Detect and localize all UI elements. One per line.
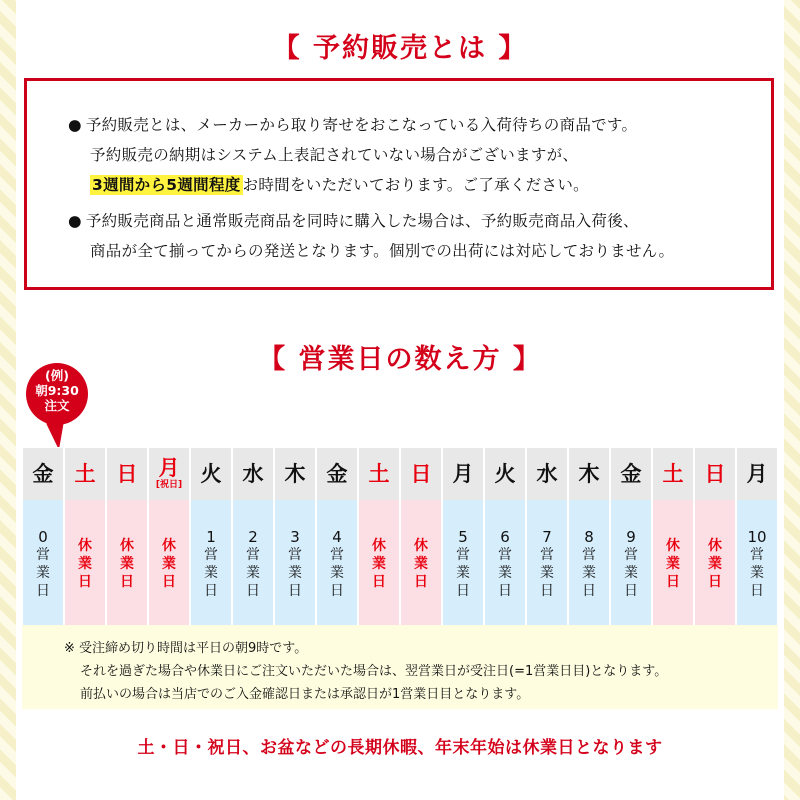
calendar-day-label: 月	[746, 461, 768, 486]
example-bubble-line2: 朝9:30	[35, 383, 79, 398]
business-day-calendar	[22, 447, 778, 629]
preorder-bullet-1-line2: 予約販売の納期はシステム上表記されていない場合がございますが、	[90, 146, 579, 164]
calendar-closed-cell	[695, 500, 735, 628]
calendar-column	[316, 447, 358, 629]
calendar-column	[484, 447, 526, 629]
calendar-day-header	[233, 448, 273, 500]
calendar-column	[274, 447, 316, 629]
calendar-day-label: 木	[284, 461, 306, 486]
preorder-bullet-1	[68, 110, 637, 200]
preorder-bullet-1-line3	[68, 170, 637, 200]
preorder-bullet-2	[68, 206, 674, 266]
calendar-cell-unit-char: 休	[162, 538, 176, 554]
calendar-cell-unit-char: 業	[666, 556, 680, 572]
business-day-number: 9	[626, 528, 636, 546]
example-order-bubble	[26, 363, 88, 425]
calendar-cell-unit-char: 業	[330, 565, 344, 581]
note-line2: それを過ぎた場合や休業日にご注文いただいた場合は、翌営業日が受注日(=1営業日目)となります。	[80, 664, 668, 679]
calendar-cell-unit-char: 業	[78, 556, 92, 572]
calendar-cell-unit-char: 日	[582, 583, 596, 599]
calendar-cell-unit-char: 日	[540, 583, 554, 599]
calendar-day-header	[569, 448, 609, 500]
calendar-business-day-cell	[485, 500, 525, 628]
calendar-column	[148, 447, 190, 629]
business-day-number: 1	[206, 528, 216, 546]
calendar-day-header	[527, 448, 567, 500]
calendar-cell-unit-char: 営	[288, 547, 302, 563]
calendar-closed-cell	[653, 500, 693, 628]
note-line3: 前払いの場合は当店でのご入金確認日または承認日が1営業日目となります。	[80, 687, 530, 702]
calendar-closed-cell	[149, 500, 189, 628]
calendar-column	[652, 447, 694, 629]
calendar-column	[736, 447, 778, 629]
section2-title: 【 営業日の数え方 】	[258, 344, 542, 375]
calendar-cell-unit-char: 日	[414, 574, 428, 590]
calendar-day-label: 金	[620, 461, 642, 486]
business-day-number: 10	[747, 528, 767, 546]
calendar-cell-unit-char: 業	[288, 565, 302, 581]
preorder-bullet-2-line2: 商品が全て揃ってからの発送となります。個別での出荷には対応しておりません。	[90, 242, 675, 260]
example-bubble-line1: (例)	[45, 368, 69, 383]
business-day-number: 0	[38, 528, 48, 546]
calendar-day-label: 火	[200, 461, 222, 486]
closed-days-footer: 土・日・祝日、お盆などの長期休暇、年末年始は休業日となります	[137, 738, 663, 758]
calendar-column	[106, 447, 148, 629]
calendar-column	[526, 447, 568, 629]
calendar-column	[190, 447, 232, 629]
calendar-day-label: 土	[662, 461, 684, 486]
calendar-cell-unit-char: 日	[666, 574, 680, 590]
calendar-cell-unit-char: 業	[162, 556, 176, 572]
calendar-cell-unit-char: 休	[414, 538, 428, 554]
calendar-day-label: 土	[74, 461, 96, 486]
calendar-business-day-cell	[317, 500, 357, 628]
calendar-business-day-cell	[233, 500, 273, 628]
calendar-day-header	[653, 448, 693, 500]
calendar-cell-unit-char: 業	[624, 565, 638, 581]
calendar-business-day-cell	[275, 500, 315, 628]
calendar-cell-unit-char: 営	[246, 547, 260, 563]
calendar-day-label: 水	[242, 461, 264, 486]
calendar-day-header	[191, 448, 231, 500]
calendar-cell-unit-char: 営	[582, 547, 596, 563]
calendar-day-label: 金	[326, 461, 348, 486]
calendar-day-label: 月	[158, 456, 180, 480]
calendar-business-day-cell	[611, 500, 651, 628]
calendar-column	[400, 447, 442, 629]
calendar-business-day-cell	[737, 500, 777, 628]
calendar-cell-unit-char: 日	[750, 583, 764, 599]
calendar-column	[610, 447, 652, 629]
calendar-cell-unit-char: 業	[372, 556, 386, 572]
calendar-day-label: 月	[452, 461, 474, 486]
calendar-day-label: 日	[704, 461, 726, 486]
calendar-day-label: 日	[410, 461, 432, 486]
calendar-column	[694, 447, 736, 629]
calendar-cell-unit-char: 日	[162, 574, 176, 590]
calendar-day-header	[401, 448, 441, 500]
calendar-column	[568, 447, 610, 629]
calendar-cell-unit-char: 営	[498, 547, 512, 563]
calendar-cell-unit-char: 休	[708, 538, 722, 554]
calendar-day-header	[317, 448, 357, 500]
calendar-cell-unit-char: 業	[498, 565, 512, 581]
calendar-day-header	[737, 448, 777, 500]
calendar-cell-unit-char: 業	[582, 565, 596, 581]
calendar-business-day-cell	[569, 500, 609, 628]
calendar-cell-unit-char: 業	[36, 565, 50, 581]
calendar-cell-unit-char: 日	[204, 583, 218, 599]
preorder-bullet-1-line3-post: お時間をいただいております。ご了承ください。	[242, 176, 589, 194]
calendar-closed-cell	[359, 500, 399, 628]
preorder-bullet-1-line1: 予約販売とは、メーカーから取り寄せをおこなっている入荷待ちの商品です。	[85, 116, 638, 134]
calendar-day-sublabel: [祝日]	[155, 480, 183, 490]
business-day-number: 5	[458, 528, 468, 546]
calendar-cell-unit-char: 日	[498, 583, 512, 599]
calendar-business-day-cell	[527, 500, 567, 628]
calendar-cell-unit-char: 日	[36, 583, 50, 599]
calendar-day-label: 火	[494, 461, 516, 486]
order-cutoff-note	[22, 625, 778, 709]
calendar-cell-unit-char: 営	[330, 547, 344, 563]
business-day-number: 3	[290, 528, 300, 546]
calendar-cell-unit-char: 営	[204, 547, 218, 563]
bullet-marker-icon: ●	[68, 116, 82, 134]
calendar-day-header	[695, 448, 735, 500]
business-day-number: 7	[542, 528, 552, 546]
calendar-cell-unit-char: 休	[78, 538, 92, 554]
calendar-column	[64, 447, 106, 629]
calendar-cell-unit-char: 日	[708, 574, 722, 590]
calendar-cell-unit-char: 日	[78, 574, 92, 590]
calendar-day-header	[611, 448, 651, 500]
calendar-day-label: 木	[578, 461, 600, 486]
business-day-number: 2	[248, 528, 258, 546]
calendar-day-header	[275, 448, 315, 500]
calendar-cell-unit-char: 日	[330, 583, 344, 599]
lead-time-highlight: 3週間から5週間程度	[92, 176, 241, 194]
calendar-day-header	[23, 448, 63, 500]
note-line1: ※ 受注締め切り時間は平日の朝9時です。	[64, 641, 308, 656]
calendar-cell-unit-char: 営	[624, 547, 638, 563]
bullet-marker-icon: ●	[68, 212, 82, 230]
calendar-cell-unit-char: 日	[120, 574, 134, 590]
calendar-day-header	[107, 448, 147, 500]
calendar-cell-unit-char: 業	[750, 565, 764, 581]
preorder-bullet-2-line1: 予約販売商品と通常販売商品を同時に購入した場合は、予約販売商品入荷後、	[85, 212, 639, 230]
calendar-column	[232, 447, 274, 629]
calendar-business-day-cell	[191, 500, 231, 628]
calendar-cell-unit-char: 業	[204, 565, 218, 581]
calendar-cell-unit-char: 営	[750, 547, 764, 563]
calendar-cell-unit-char: 業	[414, 556, 428, 572]
calendar-cell-unit-char: 営	[540, 547, 554, 563]
calendar-cell-unit-char: 日	[246, 583, 260, 599]
business-day-number: 8	[584, 528, 594, 546]
calendar-cell-unit-char: 休	[120, 538, 134, 554]
calendar-business-day-cell	[23, 500, 63, 628]
example-bubble-line3: 注文	[44, 398, 70, 413]
calendar-closed-cell	[65, 500, 105, 628]
calendar-business-day-cell	[443, 500, 483, 628]
calendar-day-header	[485, 448, 525, 500]
calendar-cell-unit-char: 業	[456, 565, 470, 581]
calendar-day-header	[149, 448, 189, 500]
calendar-cell-unit-char: 業	[540, 565, 554, 581]
calendar-cell-unit-char: 業	[246, 565, 260, 581]
calendar-day-label: 金	[32, 461, 54, 486]
business-day-number: 4	[332, 528, 342, 546]
calendar-closed-cell	[401, 500, 441, 628]
calendar-cell-unit-char: 休	[666, 538, 680, 554]
calendar-cell-unit-char: 営	[36, 547, 50, 563]
calendar-cell-unit-char: 営	[456, 547, 470, 563]
calendar-cell-unit-char: 業	[708, 556, 722, 572]
calendar-closed-cell	[107, 500, 147, 628]
calendar-column	[442, 447, 484, 629]
calendar-cell-unit-char: 日	[288, 583, 302, 599]
calendar-column	[22, 447, 64, 629]
calendar-cell-unit-char: 業	[120, 556, 134, 572]
calendar-cell-unit-char: 日	[456, 583, 470, 599]
calendar-cell-unit-char: 日	[372, 574, 386, 590]
calendar-cell-unit-char: 日	[624, 583, 638, 599]
calendar-column	[358, 447, 400, 629]
calendar-day-label: 日	[116, 461, 138, 486]
business-day-number: 6	[500, 528, 510, 546]
calendar-cell-unit-char: 休	[372, 538, 386, 554]
calendar-day-label: 水	[536, 461, 558, 486]
calendar-day-label: 土	[368, 461, 390, 486]
calendar-day-header	[359, 448, 399, 500]
section1-title: 【 予約販売とは 】	[272, 33, 528, 64]
calendar-day-header	[443, 448, 483, 500]
calendar-day-header	[65, 448, 105, 500]
